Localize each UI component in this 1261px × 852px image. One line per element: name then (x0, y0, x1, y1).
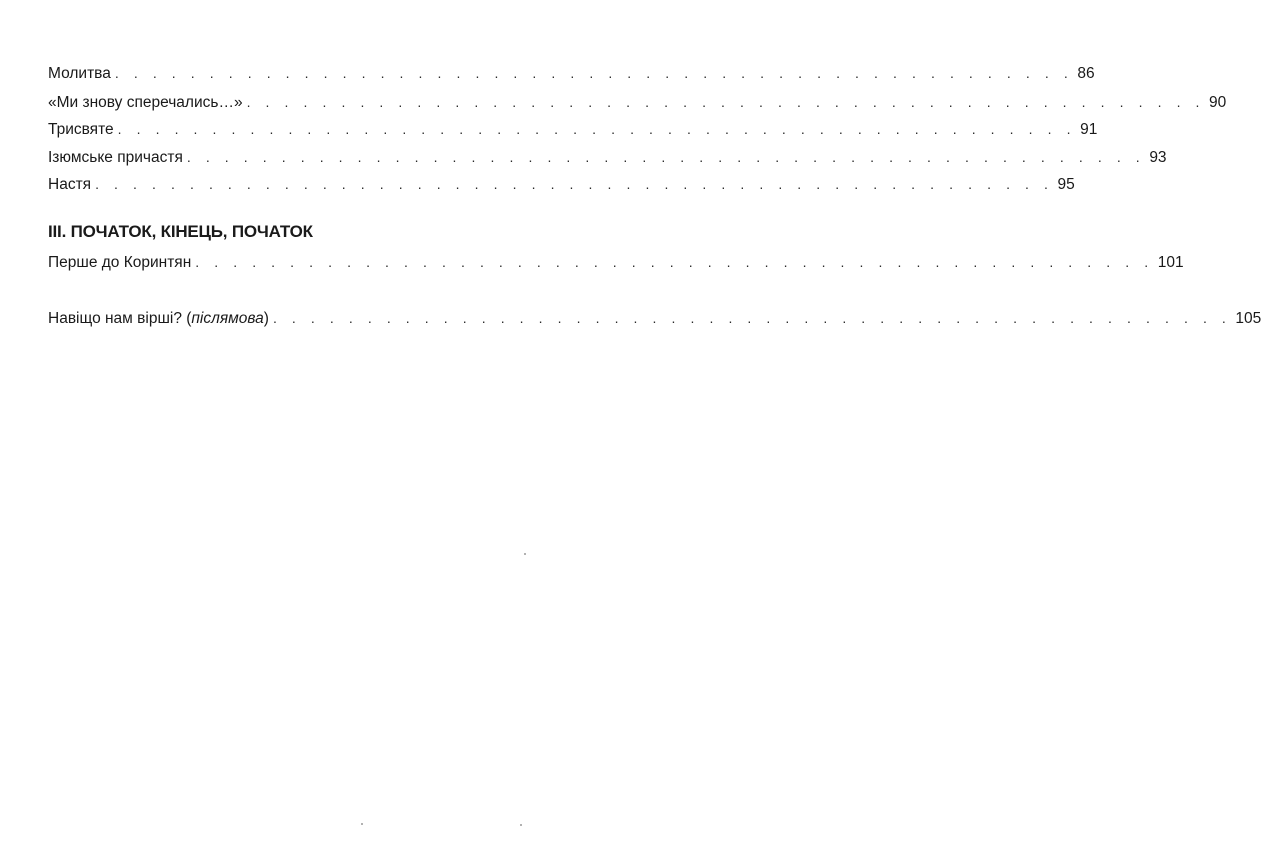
dot-leader: . . . . . . . . . . . . . . . . . . . . . . . . . . . . . . . . . . . . . . . . . . . . . . . . . . . (186, 149, 1146, 165)
toc-entry-title: «Ми знову сперечались…» (48, 94, 243, 111)
toc-entry (48, 91, 1227, 113)
toc-entry (48, 62, 1095, 84)
toc-entry (48, 118, 1098, 140)
section-heading: III. ПОЧАТОК, КІНЕЦЬ, ПОЧАТОК (48, 222, 313, 241)
afterword-title-italic: післямова (191, 310, 264, 327)
dot-leader: . . . . . . . . . . . . . . . . . . . . . . . . . . . . . . . . . . . . . . . . . . . . . . . . . . . (95, 176, 1054, 192)
toc-entry-page: 101 (1157, 254, 1184, 271)
toc-entry-title: Перше до Коринтян (48, 254, 192, 271)
afterword-title-main: Навіщо нам вірші? ( (48, 310, 192, 327)
toc-entry-afterword (48, 307, 1261, 329)
toc-entry-page: 90 (1209, 94, 1227, 111)
scan-speck (520, 824, 522, 826)
toc-entry (48, 173, 1075, 195)
scan-speck (361, 823, 363, 825)
dot-leader: . . . . . . . . . . . . . . . . . . . . . . . . . . . . . . . . . . . . . . . . . . . . . . . . . . . (195, 254, 1154, 270)
toc-entry (48, 146, 1167, 168)
toc-entry-page: 105 (1235, 310, 1261, 327)
dot-leader: . . . . . . . . . . . . . . . . . . . . . . . . . . . . . . . . . . . . . . . . . . . . . . . . . . . (272, 310, 1232, 326)
toc-entry-page: 86 (1077, 65, 1095, 82)
toc-entry-title: Ізюмське причастя (48, 149, 183, 166)
toc-entry (48, 251, 1184, 273)
dot-leader: . . . . . . . . . . . . . . . . . . . . . . . . . . . . . . . . . . . . . . . . . . . . . . . . . . . (117, 121, 1077, 137)
toc-entry-title: Трисвяте (48, 121, 114, 138)
afterword-title-close: ) (263, 310, 269, 327)
toc-entry-page: 93 (1149, 149, 1167, 166)
toc-entry-page: 91 (1080, 121, 1098, 138)
scan-speck (524, 553, 526, 555)
dot-leader: . . . . . . . . . . . . . . . . . . . . . . . . . . . . . . . . . . . . . . . . . . . . . . . . . . . (246, 94, 1206, 110)
toc-entry-title: Молитва (48, 65, 111, 82)
dot-leader: . . . . . . . . . . . . . . . . . . . . . . . . . . . . . . . . . . . . . . . . . . . . . . . . . . . (114, 65, 1074, 81)
toc-entry-title (48, 308, 269, 330)
toc-entry-page: 95 (1057, 176, 1075, 193)
toc-entry-title: Настя (48, 176, 92, 193)
